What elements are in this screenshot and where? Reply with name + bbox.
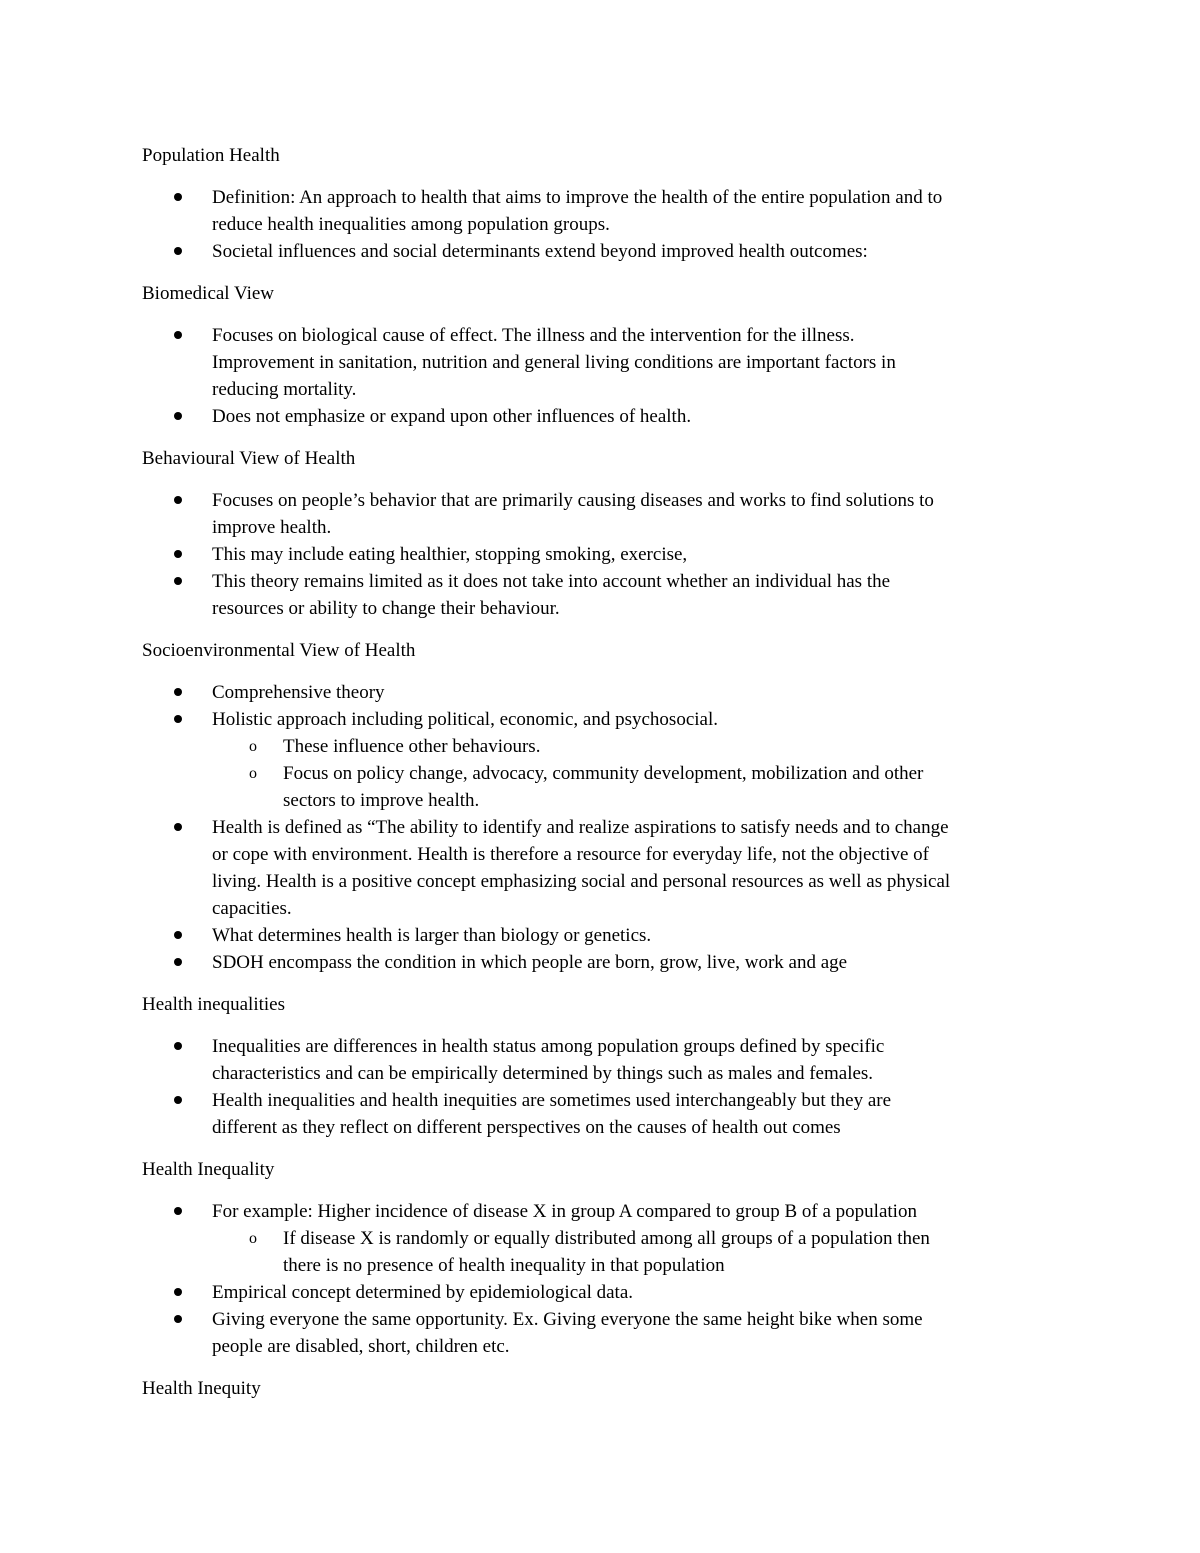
bullet-icon	[174, 331, 184, 341]
section-heading: Behavioural View of Health	[142, 448, 356, 469]
list-item-line: Holistic approach including political, economic, and psychosocial.	[212, 709, 719, 730]
list-item-line: capacities.	[212, 898, 292, 919]
sub-bullet-icon: o	[249, 765, 257, 782]
sub-bullet-icon: o	[249, 738, 257, 755]
bullet-icon	[174, 412, 184, 422]
list-item-line: characteristics and can be empirically determined by things such as males and females.	[212, 1063, 874, 1084]
sub-list-item-line: sectors to improve health.	[283, 790, 480, 811]
list-item-line: Giving everyone the same opportunity. Ex. Giving everyone the same height bike when some	[212, 1309, 923, 1330]
list-item-line: reduce health inequalities among population groups.	[212, 214, 610, 235]
list-item-line: Empirical concept determined by epidemiological data.	[212, 1282, 634, 1303]
section-heading: Biomedical View	[142, 283, 275, 304]
list-item-line: For example: Higher incidence of disease X in group A compared to group B of a population	[212, 1201, 917, 1222]
bullet-icon	[174, 1288, 184, 1298]
list-item-line: SDOH encompass the condition in which people are born, grow, live, work and age	[212, 952, 848, 973]
sub-list-item-line: Focus on policy change, advocacy, community development, mobilization and other	[283, 763, 924, 784]
list-item-line: Health is defined as “The ability to identify and realize aspirations to satisfy needs and to change	[212, 817, 949, 838]
bullet-icon	[174, 1315, 184, 1325]
bullet-icon	[174, 931, 184, 941]
bullet-icon	[174, 1042, 184, 1052]
sub-list-item-line: there is no presence of health inequality in that population	[283, 1255, 725, 1276]
section-heading: Health inequalities	[142, 994, 285, 1015]
bullet-icon	[174, 1096, 184, 1106]
sub-list-item-line: If disease X is randomly or equally distributed among all groups of a population then	[283, 1228, 930, 1249]
list-item-line: different as they reflect on different perspectives on the causes of health out comes	[212, 1117, 841, 1138]
list-item-line: improve health.	[212, 517, 332, 538]
section-heading: Health Inequity	[142, 1378, 261, 1399]
list-item-line: resources or ability to change their behaviour.	[212, 598, 560, 619]
bullet-icon	[174, 496, 184, 506]
list-item-line: Health inequalities and health inequities are sometimes used interchangeably but they are	[212, 1090, 892, 1111]
section-heading: Population Health	[142, 145, 280, 166]
bullet-icon	[174, 958, 184, 968]
list-item-line: people are disabled, short, children etc.	[212, 1336, 510, 1357]
list-item-line: or cope with environment. Health is therefore a resource for everyday life, not the objective of	[212, 844, 929, 865]
bullet-icon	[174, 247, 184, 257]
list-item-line: Does not emphasize or expand upon other influences of health.	[212, 406, 692, 427]
list-item-line: Definition: An approach to health that aims to improve the health of the entire population and to	[212, 187, 943, 208]
bullet-icon	[174, 577, 184, 587]
bullet-icon	[174, 688, 184, 698]
bullet-icon	[174, 1207, 184, 1217]
list-item-line: Focuses on biological cause of effect. The illness and the intervention for the illness.	[212, 325, 855, 346]
list-item-line: Comprehensive theory	[212, 682, 385, 703]
sub-bullet-icon: o	[249, 1230, 257, 1247]
sub-list-item-line: These influence other behaviours.	[283, 736, 541, 757]
list-item-line: living. Health is a positive concept emphasizing social and personal resources as well as physical	[212, 871, 951, 892]
bullet-icon	[174, 193, 184, 203]
list-item-line: What determines health is larger than biology or genetics.	[212, 925, 652, 946]
list-item-line: Focuses on people’s behavior that are primarily causing diseases and works to find solutions to	[212, 490, 934, 511]
list-item-line: This may include eating healthier, stopping smoking, exercise,	[212, 544, 688, 565]
list-item-line: Inequalities are differences in health status among population groups defined by specific	[212, 1036, 885, 1057]
list-item-line: reducing mortality.	[212, 379, 357, 400]
section-heading: Health Inequality	[142, 1159, 275, 1180]
bullet-icon	[174, 715, 184, 725]
list-item-line: Societal influences and social determinants extend beyond improved health outcomes:	[212, 241, 868, 262]
list-item-line: Improvement in sanitation, nutrition and general living conditions are important factors in	[212, 352, 896, 373]
bullet-icon	[174, 550, 184, 560]
section-heading: Socioenvironmental View of Health	[142, 640, 416, 661]
bullet-icon	[174, 823, 184, 833]
list-item-line: This theory remains limited as it does not take into account whether an individual has the	[212, 571, 891, 592]
